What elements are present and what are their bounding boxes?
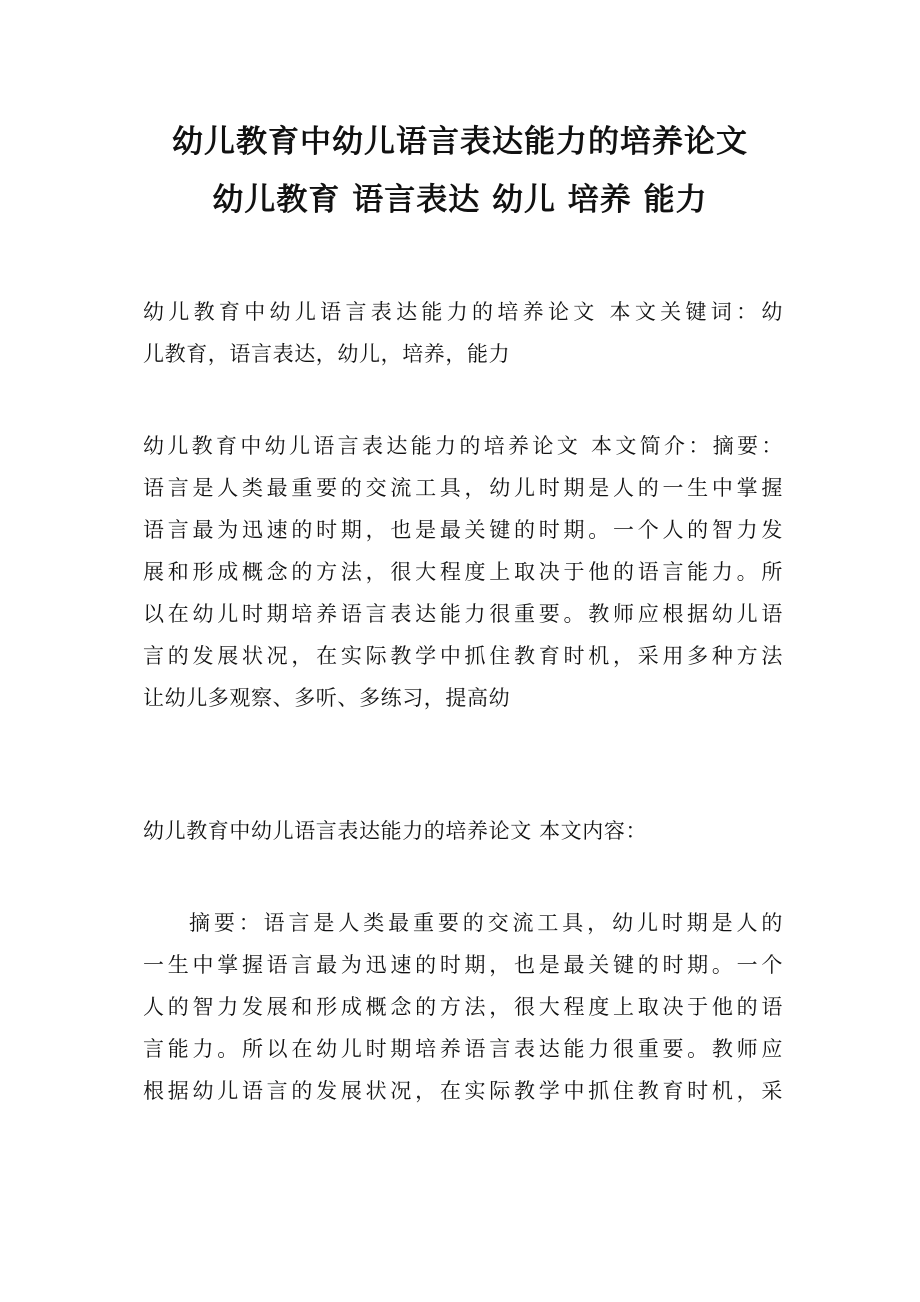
paragraph-line: 言能力。所以在幼儿时期培养语言表达能力很重要。教师应: [143, 1037, 783, 1061]
paragraph-line: 让幼儿多观察、多听、多练习，提高幼: [143, 686, 511, 710]
paragraph-line: 一生中掌握语言最为迅速的时期，也是最关键的时期。一个: [143, 953, 783, 977]
content-heading: 幼儿教育中幼儿语言表达能力的培养论文 本文内容：: [143, 819, 648, 843]
summary-paragraph: [143, 425, 783, 719]
paragraph-line: 言的发展状况，在实际教学中抓住教育时机，采用多种方法: [143, 644, 783, 668]
paragraph-line: 幼儿教育中幼儿语言表达能力的培养论文 本文关键词：幼: [143, 300, 783, 324]
paragraph-line: 摘要：语言是人类最重要的交流工具，幼儿时期是人的: [189, 911, 783, 935]
paragraph-line: 语言最为迅速的时期，也是最关键的时期。一个人的智力发: [143, 518, 783, 542]
document-title: 幼儿教育中幼儿语言表达能力的培养论文: [172, 124, 748, 160]
paragraph-line: 幼儿教育中幼儿语言表达能力的培养论文 本文简介：摘要：: [143, 434, 783, 458]
paragraph-line: 展和形成概念的方法，很大程度上取决于他的语言能力。所: [143, 560, 783, 584]
paragraph-line: 根据幼儿语言的发展状况，在实际教学中抓住教育时机，采: [143, 1079, 783, 1103]
paragraph-line: 语言是人类最重要的交流工具，幼儿时期是人的一生中掌握: [143, 476, 783, 500]
abstract-paragraph: [143, 902, 783, 1112]
content-heading-paragraph: [143, 810, 783, 852]
keywords-paragraph: [143, 291, 783, 375]
paragraph-line: 人的智力发展和形成概念的方法，很大程度上取决于他的语: [143, 995, 783, 1019]
document-keywords-title: 幼儿教育 语言表达 幼儿 培养 能力: [212, 182, 708, 218]
paragraph-line: 儿教育，语言表达，幼儿，培养，能力: [143, 342, 511, 366]
paragraph-line: 以在幼儿时期培养语言表达能力很重要。教师应根据幼儿语: [143, 602, 783, 626]
